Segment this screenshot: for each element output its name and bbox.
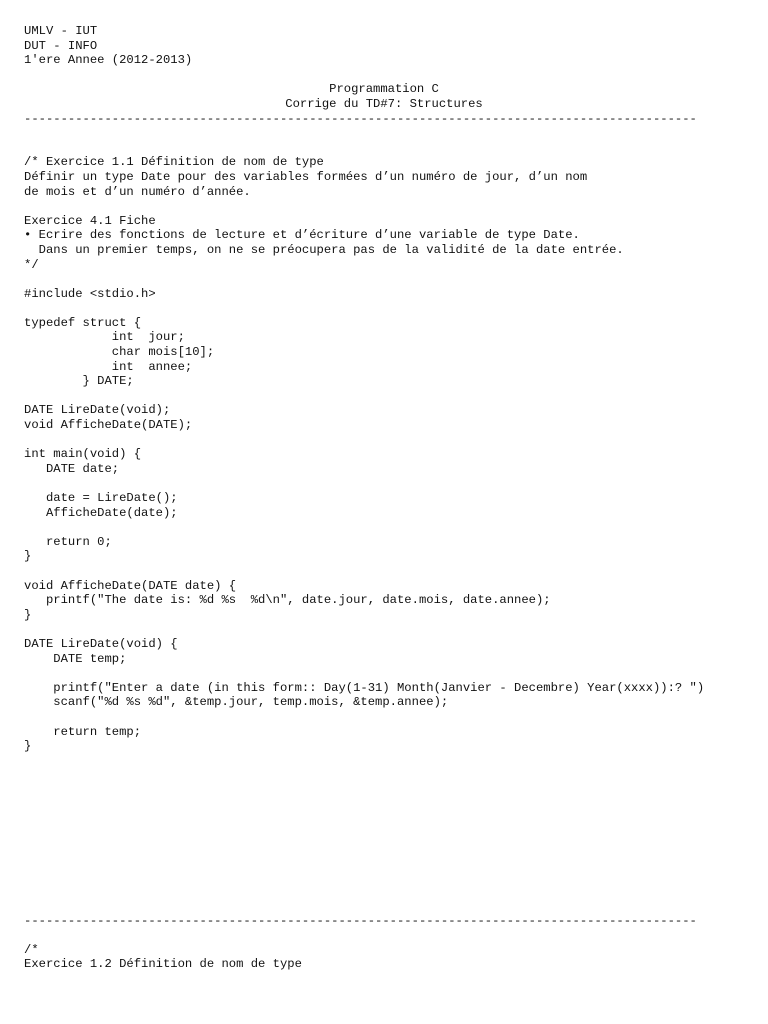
blank-line <box>24 68 754 83</box>
code-line: de mois et d’un numéro d’année. <box>24 184 251 199</box>
code-line <box>24 301 754 316</box>
code-line: AfficheDate(date); <box>24 505 178 520</box>
blank-line <box>24 928 754 943</box>
code-line <box>24 433 754 448</box>
header-institution: UMLV - IUT <box>24 24 98 38</box>
code-line <box>24 199 754 214</box>
blank-line <box>24 126 754 141</box>
code-line <box>24 666 754 681</box>
document-page <box>24 24 754 972</box>
code-line: int annee; <box>24 359 193 374</box>
code-line: int main(void) { <box>24 447 142 462</box>
header-program: DUT - INFO <box>24 38 98 53</box>
code-line <box>24 710 754 725</box>
code-line: typedef struct { <box>24 315 142 330</box>
code-line: #include <stdio.h> <box>24 286 156 301</box>
code-line: */ <box>24 257 39 272</box>
code-line: DATE LireDate(void); <box>24 403 171 418</box>
code-line: date = LireDate(); <box>24 491 178 505</box>
code-block-exercise-1-2 <box>24 943 754 972</box>
code-line: DATE LireDate(void) { <box>24 636 178 651</box>
code-line <box>24 476 754 491</box>
code-line: printf("Enter a date (in this form:: Day(1-31) Month(Janvier - Decembre) Year(xxxx)):? ") <box>24 680 705 695</box>
code-line: Dans un premier temps, on ne se préocupera pas de la validité de la date entrée. <box>24 242 624 257</box>
code-line: void AfficheDate(DATE); <box>24 418 193 433</box>
code-line <box>24 564 754 579</box>
code-line: } <box>24 739 32 754</box>
code-line <box>24 389 754 404</box>
code-line: } <box>24 607 32 622</box>
code-line: Exercice 4.1 Fiche <box>24 213 156 228</box>
code-line: int jour; <box>24 330 185 345</box>
page-spacer <box>24 754 754 914</box>
code-line: char mois[10]; <box>24 345 215 360</box>
code-line <box>24 520 754 535</box>
code-line: printf("The date is: %d %s %d\n", date.jour, date.mois, date.annee); <box>24 593 551 608</box>
code-line: /* <box>24 942 39 957</box>
code-line: scanf("%d %s %d", &temp.jour, temp.mois, &temp.annee); <box>24 695 449 710</box>
code-line: return temp; <box>24 724 142 739</box>
code-line: } <box>24 549 32 564</box>
header-year: 1'ere Annee (2012-2013) <box>24 53 193 68</box>
separator-top: -------------------------------------------------------------------------------------------- <box>24 111 697 126</box>
code-line <box>24 272 754 287</box>
document-title: Programmation C <box>329 82 439 97</box>
separator-bottom: -------------------------------------------------------------------------------------------- <box>24 913 697 928</box>
code-line: Exercice 1.2 Définition de nom de type <box>24 957 302 972</box>
code-block-exercise-1-1 <box>24 155 754 753</box>
code-line: • Ecrire des fonctions de lecture et d’écriture d’une variable de type Date. <box>24 228 580 243</box>
code-line: Définir un type Date pour des variables formées d’un numéro de jour, d’un nom <box>24 169 588 184</box>
code-line: return 0; <box>24 534 112 549</box>
code-line: DATE temp; <box>24 651 127 666</box>
code-line: /* Exercice 1.1 Définition de nom de type <box>24 155 324 170</box>
code-line: void AfficheDate(DATE date) { <box>24 578 237 593</box>
code-line: DATE date; <box>24 461 120 476</box>
code-line: } DATE; <box>24 374 134 389</box>
code-line <box>24 622 754 637</box>
document-subtitle: Corrige du TD#7: Structures <box>285 96 483 111</box>
blank-line <box>24 141 754 156</box>
